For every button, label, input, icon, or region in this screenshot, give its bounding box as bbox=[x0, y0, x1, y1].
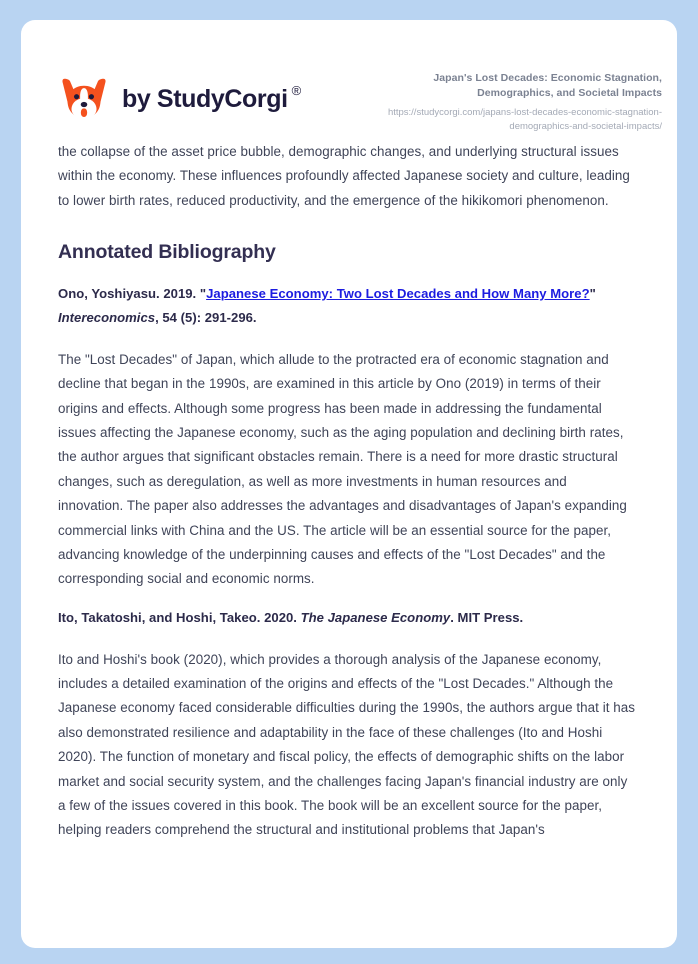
registered-trademark-icon: ® bbox=[291, 82, 301, 98]
annotation-paragraph: Ito and Hoshi's book (2020), which provides a thorough analysis of the Japanese economy, includes a detailed examination of the origins and effects of the "Lost Decades." Although the Japanese economy faced considerable difficulties during the 1990s, the authors argue that it has also demonstrated resilience and adaptability in the face of these challenges (Ito and Hoshi 2020). The function of monetary and fiscal policy, the effects of demographic shifts on the labor market and social security system, and the challenges facing Japan's financial industry are only a few of the issues covered in this book. The book will be an excellent source for the paper, helping readers comprehend the structural and institutional problems that Japan's bbox=[58, 651, 635, 838]
bibliography-citation bbox=[58, 606, 635, 630]
document-source-url[interactable]: https://studycorgi.com/japans-lost-decades-economic-stagnation-demographics-and-societal-impacts/ bbox=[387, 106, 662, 132]
citation-prefix: Ono, Yoshiyasu. 2019. " bbox=[58, 286, 207, 302]
citation-journal-title: Intereconomics bbox=[58, 310, 156, 325]
citation-prefix: Ito, Takatoshi, and Hoshi, Takeo. 2020. bbox=[58, 609, 301, 625]
annotation-paragraph: The "Lost Decades" of Japan, which allude to the protracted era of economic stagnation and decline that began in the 1990s, are examined in this article by Ono (2019) in terms of their origins and effects. Although some progress has been made in addressing the fundamental issues affecting the Japanese economy, such as the aging population and declining birth rates, the author argues that significant obstacles remain. There is a need for more drastic structural changes, such as deregulation, as well as more investments in human resources and innovation. The paper also addresses the advantages and disadvantages of Japan's expanding commercial links with China and the US. The article will be an essential source for the paper, advancing knowledge of the underpinning causes and effects of the "Lost Decades" and the corresponding social and economic norms. bbox=[58, 351, 627, 587]
brand-wordmark bbox=[122, 82, 301, 114]
citation-after-link: " bbox=[589, 286, 596, 302]
citation-book-title: The Japanese Economy bbox=[300, 609, 451, 625]
document-title: Japan's Lost Decades: Economic Stagnation, Demographics, and Societal Impacts bbox=[433, 72, 662, 99]
brand-logo-block bbox=[59, 68, 301, 124]
intro-paragraph: the collapse of the asset price bubble, demographic changes, and underlying structural issues within the economy. These influences profoundly affected Japanese society and culture, leading to lower birth rates, reduced productivity, and the emergence of the hikikomori phenomenon. bbox=[58, 144, 630, 208]
brand-name-text: by StudyCorgi bbox=[122, 84, 288, 113]
citation-link[interactable]: Japanese Economy: Two Lost Decades and How Many More? bbox=[206, 286, 590, 302]
header-metadata bbox=[372, 68, 662, 133]
document-header bbox=[21, 20, 677, 140]
document-body bbox=[21, 140, 677, 843]
citation-suffix: , 54 (5): 291-296. bbox=[155, 310, 257, 325]
citation-suffix: . MIT Press. bbox=[450, 609, 524, 625]
page-title: Annotated Bibliography bbox=[58, 241, 276, 264]
document-page-card bbox=[21, 20, 677, 948]
corgi-dog-icon bbox=[59, 74, 109, 124]
bibliography-citation bbox=[58, 282, 635, 330]
